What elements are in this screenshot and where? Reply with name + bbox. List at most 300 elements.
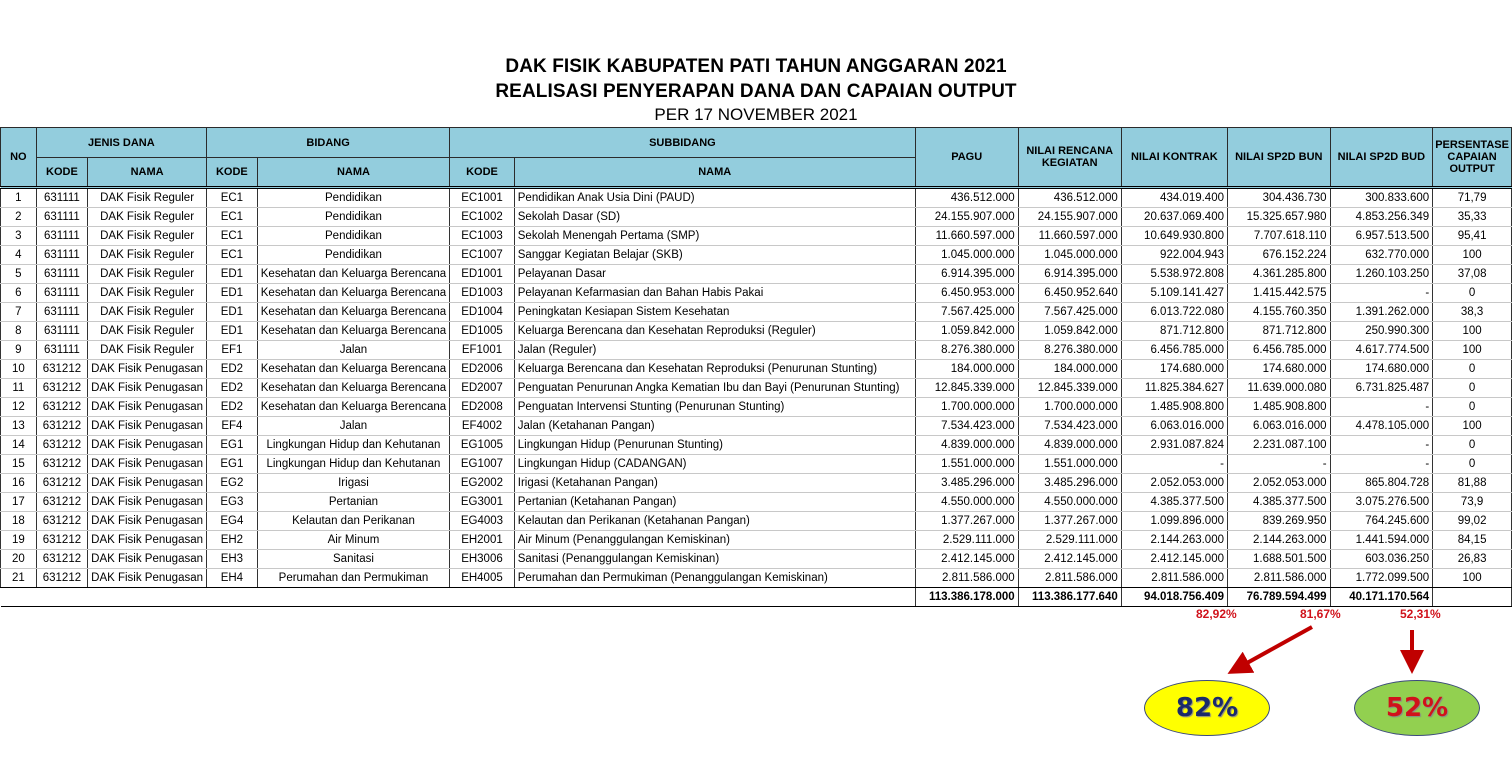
nilai-kontrak-cell: - (1121, 455, 1227, 474)
nilai-rencana-cell: 1.551.000.000 (1018, 455, 1121, 474)
nilai-sp2d-bun-cell: 2.052.053.000 (1228, 474, 1331, 493)
jenis-dana-kode-cell: 631212 (36, 474, 87, 493)
nilai-kontrak-cell: 5.538.972.808 (1121, 265, 1227, 284)
bidang-kode-cell: ED2 (207, 379, 258, 398)
nilai-sp2d-bud-cell: 3.075.276.500 (1330, 493, 1433, 512)
nilai-sp2d-bun-cell: 6.456.785.000 (1228, 341, 1331, 360)
jenis-dana-kode-cell: 631212 (36, 531, 87, 550)
nilai-rencana-cell: 184.000.000 (1018, 360, 1121, 379)
jenis-dana-kode-cell: 631212 (36, 569, 87, 588)
row-no-cell: 18 (1, 512, 37, 531)
bidang-kode-cell: ED1 (207, 265, 258, 284)
nilai-sp2d-bun-cell: 676.152.224 (1228, 246, 1331, 265)
persentase-cell: 0 (1433, 398, 1512, 417)
nilai-sp2d-bud-cell: - (1330, 398, 1433, 417)
report-subtitle: REALISASI PENYERAPAN DANA DAN CAPAIAN OUTPUT (495, 81, 1017, 102)
jenis-dana-kode-cell: 631111 (36, 227, 87, 246)
bidang-kode-cell: EC1 (207, 227, 258, 246)
persentase-cell: 95,41 (1433, 227, 1512, 246)
header-bidang-kode: KODE (207, 158, 258, 188)
nilai-sp2d-bun-cell: 2.231.087.100 (1228, 436, 1331, 455)
subbidang-nama-cell: Kelautan dan Perikanan (Ketahanan Pangan) (514, 512, 915, 531)
pagu-cell: 1.059.842.000 (915, 322, 1018, 341)
persentase-cell: 100 (1433, 569, 1512, 588)
bidang-nama-cell: Pendidikan (257, 208, 449, 227)
nilai-sp2d-bud-cell: - (1330, 284, 1433, 303)
pagu-cell: 4.839.000.000 (915, 436, 1018, 455)
bidang-kode-cell: EF1 (207, 341, 258, 360)
subbidang-kode-cell: EG1005 (450, 436, 515, 455)
jenis-dana-kode-cell: 631111 (36, 341, 87, 360)
pagu-cell: 1.045.000.000 (915, 246, 1018, 265)
jenis-dana-nama-cell: DAK Fisik Penugasan (88, 569, 207, 588)
total-rencana: 113.386.177.640 (1018, 588, 1121, 607)
nilai-sp2d-bun-cell: 304.436.730 (1228, 188, 1331, 208)
row-no-cell: 4 (1, 246, 37, 265)
pagu-cell: 3.485.296.000 (915, 474, 1018, 493)
subbidang-nama-cell: Lingkungan Hidup (CADANGAN) (514, 455, 915, 474)
jenis-dana-nama-cell: DAK Fisik Reguler (88, 227, 207, 246)
nilai-kontrak-cell: 6.456.785.000 (1121, 341, 1227, 360)
subbidang-nama-cell: Pendidikan Anak Usia Dini (PAUD) (514, 188, 915, 208)
subbidang-kode-cell: EG2002 (450, 474, 515, 493)
jenis-dana-kode-cell: 631111 (36, 188, 87, 208)
pagu-cell: 11.660.597.000 (915, 227, 1018, 246)
sp2d-bun-percentage-badge: 82% (1144, 680, 1270, 736)
jenis-dana-nama-cell: DAK Fisik Penugasan (88, 474, 207, 493)
nilai-kontrak-cell: 10.649.930.800 (1121, 227, 1227, 246)
nilai-sp2d-bun-cell: 4.361.285.800 (1228, 265, 1331, 284)
nilai-sp2d-bud-cell: 1.260.103.250 (1330, 265, 1433, 284)
persentase-cell: 37,08 (1433, 265, 1512, 284)
nilai-sp2d-bud-cell: 603.036.250 (1330, 550, 1433, 569)
header-pagu: PAGU (915, 128, 1018, 188)
subbidang-kode-cell: EG1007 (450, 455, 515, 474)
subbidang-nama-cell: Pelayanan Dasar (514, 265, 915, 284)
row-no-cell: 15 (1, 455, 37, 474)
nilai-sp2d-bud-cell: 1.441.594.000 (1330, 531, 1433, 550)
subbidang-kode-cell: EC1007 (450, 246, 515, 265)
nilai-rencana-cell: 11.660.597.000 (1018, 227, 1121, 246)
jenis-dana-nama-cell: DAK Fisik Penugasan (88, 512, 207, 531)
row-no-cell: 2 (1, 208, 37, 227)
bidang-nama-cell: Kesehatan dan Keluarga Berencana (257, 360, 449, 379)
nilai-sp2d-bud-cell: 865.804.728 (1330, 474, 1433, 493)
bidang-nama-cell: Lingkungan Hidup dan Kehutanan (257, 455, 449, 474)
header-persentase: PERSENTASE CAPAIAN OUTPUT (1433, 128, 1512, 188)
nilai-kontrak-cell: 2.052.053.000 (1121, 474, 1227, 493)
subbidang-nama-cell: Keluarga Berencana dan Kesehatan Reproduksi (Penurunan Stunting) (514, 360, 915, 379)
header-subbidang-nama: NAMA (514, 158, 915, 188)
subbidang-nama-cell: Peningkatan Kesiapan Sistem Kesehatan (514, 303, 915, 322)
nilai-sp2d-bun-cell: 1.485.908.800 (1228, 398, 1331, 417)
nilai-sp2d-bun-cell: - (1228, 455, 1331, 474)
nilai-rencana-cell: 1.700.000.000 (1018, 398, 1121, 417)
pagu-cell: 8.276.380.000 (915, 341, 1018, 360)
header-jenis-dana-kode: KODE (36, 158, 87, 188)
nilai-kontrak-cell: 1.099.896.000 (1121, 512, 1227, 531)
subbidang-nama-cell: Keluarga Berencana dan Kesehatan Reproduksi (Reguler) (514, 322, 915, 341)
bidang-kode-cell: EG1 (207, 436, 258, 455)
jenis-dana-nama-cell: DAK Fisik Reguler (88, 284, 207, 303)
nilai-sp2d-bud-cell: 6.731.825.487 (1330, 379, 1433, 398)
subbidang-kode-cell: ED1003 (450, 284, 515, 303)
nilai-rencana-cell: 2.529.111.000 (1018, 531, 1121, 550)
row-no-cell: 16 (1, 474, 37, 493)
subbidang-nama-cell: Penguatan Intervensi Stunting (Penurunan Stunting) (514, 398, 915, 417)
nilai-sp2d-bud-cell: 4.478.105.000 (1330, 417, 1433, 436)
bidang-kode-cell: EH3 (207, 550, 258, 569)
pagu-cell: 1.377.267.000 (915, 512, 1018, 531)
persentase-cell: 73,9 (1433, 493, 1512, 512)
bidang-kode-cell: EG1 (207, 455, 258, 474)
nilai-sp2d-bun-cell: 1.688.501.500 (1228, 550, 1331, 569)
pagu-cell: 2.412.145.000 (915, 550, 1018, 569)
persentase-cell: 100 (1433, 246, 1512, 265)
pagu-cell: 2.529.111.000 (915, 531, 1018, 550)
jenis-dana-kode-cell: 631212 (36, 512, 87, 531)
row-no-cell: 5 (1, 265, 37, 284)
nilai-rencana-cell: 2.811.586.000 (1018, 569, 1121, 588)
nilai-sp2d-bud-cell: 6.957.513.500 (1330, 227, 1433, 246)
bidang-nama-cell: Kesehatan dan Keluarga Berencana (257, 284, 449, 303)
bidang-kode-cell: EC1 (207, 188, 258, 208)
nilai-sp2d-bud-cell: 1.772.099.500 (1330, 569, 1433, 588)
jenis-dana-nama-cell: DAK Fisik Reguler (88, 188, 207, 208)
pagu-cell: 12.845.339.000 (915, 379, 1018, 398)
bidang-nama-cell: Pertanian (257, 493, 449, 512)
jenis-dana-nama-cell: DAK Fisik Penugasan (88, 360, 207, 379)
subbidang-kode-cell: ED2007 (450, 379, 515, 398)
persentase-cell: 100 (1433, 341, 1512, 360)
jenis-dana-nama-cell: DAK Fisik Penugasan (88, 531, 207, 550)
header-jenis-dana: JENIS DANA (36, 128, 206, 158)
jenis-dana-kode-cell: 631212 (36, 493, 87, 512)
row-no-cell: 21 (1, 569, 37, 588)
jenis-dana-nama-cell: DAK Fisik Penugasan (88, 436, 207, 455)
jenis-dana-kode-cell: 631111 (36, 303, 87, 322)
nilai-rencana-cell: 1.045.000.000 (1018, 246, 1121, 265)
nilai-rencana-cell: 24.155.907.000 (1018, 208, 1121, 227)
row-no-cell: 17 (1, 493, 37, 512)
nilai-rencana-cell: 3.485.296.000 (1018, 474, 1121, 493)
nilai-rencana-cell: 4.839.000.000 (1018, 436, 1121, 455)
bidang-nama-cell: Kesehatan dan Keluarga Berencana (257, 303, 449, 322)
jenis-dana-kode-cell: 631111 (36, 246, 87, 265)
subbidang-kode-cell: ED2006 (450, 360, 515, 379)
nilai-sp2d-bud-cell: 1.391.262.000 (1330, 303, 1433, 322)
bidang-kode-cell: EH2 (207, 531, 258, 550)
total-kontrak: 94.018.756.409 (1121, 588, 1227, 607)
nilai-sp2d-bud-cell: 632.770.000 (1330, 246, 1433, 265)
row-no-cell: 20 (1, 550, 37, 569)
header-bidang-nama: NAMA (257, 158, 449, 188)
pagu-cell: 184.000.000 (915, 360, 1018, 379)
nilai-kontrak-cell: 1.485.908.800 (1121, 398, 1227, 417)
nilai-sp2d-bud-cell: 4.617.774.500 (1330, 341, 1433, 360)
bidang-kode-cell: EH4 (207, 569, 258, 588)
nilai-sp2d-bun-cell: 2.144.263.000 (1228, 531, 1331, 550)
nilai-sp2d-bud-cell: 250.990.300 (1330, 322, 1433, 341)
nilai-sp2d-bud-cell: - (1330, 436, 1433, 455)
row-no-cell: 14 (1, 436, 37, 455)
row-no-cell: 6 (1, 284, 37, 303)
bidang-kode-cell: EF4 (207, 417, 258, 436)
jenis-dana-nama-cell: DAK Fisik Reguler (88, 341, 207, 360)
jenis-dana-nama-cell: DAK Fisik Reguler (88, 322, 207, 341)
bidang-nama-cell: Lingkungan Hidup dan Kehutanan (257, 436, 449, 455)
nilai-rencana-cell: 7.567.425.000 (1018, 303, 1121, 322)
ratio-sp2d-bun: 81,67% (1300, 607, 1341, 621)
subbidang-kode-cell: ED1005 (450, 322, 515, 341)
persentase-cell: 81,88 (1433, 474, 1512, 493)
nilai-rencana-cell: 2.412.145.000 (1018, 550, 1121, 569)
row-no-cell: 19 (1, 531, 37, 550)
nilai-sp2d-bud-cell: 764.245.600 (1330, 512, 1433, 531)
bidang-nama-cell: Kesehatan dan Keluarga Berencana (257, 398, 449, 417)
pagu-cell: 436.512.000 (915, 188, 1018, 208)
subbidang-nama-cell: Sanitasi (Penanggulangan Kemiskinan) (514, 550, 915, 569)
row-no-cell: 13 (1, 417, 37, 436)
nilai-kontrak-cell: 5.109.141.427 (1121, 284, 1227, 303)
nilai-rencana-cell: 6.914.395.000 (1018, 265, 1121, 284)
bidang-nama-cell: Kesehatan dan Keluarga Berencana (257, 379, 449, 398)
header-nilai-sp2d-bud: NILAI SP2D BUD (1330, 128, 1433, 188)
row-no-cell: 7 (1, 303, 37, 322)
jenis-dana-nama-cell: DAK Fisik Reguler (88, 303, 207, 322)
persentase-cell: 0 (1433, 455, 1512, 474)
jenis-dana-kode-cell: 631111 (36, 322, 87, 341)
jenis-dana-kode-cell: 631212 (36, 379, 87, 398)
row-no-cell: 9 (1, 341, 37, 360)
persentase-cell: 26,83 (1433, 550, 1512, 569)
nilai-rencana-cell: 4.550.000.000 (1018, 493, 1121, 512)
subbidang-kode-cell: ED1001 (450, 265, 515, 284)
nilai-kontrak-cell: 2.931.087.824 (1121, 436, 1227, 455)
jenis-dana-nama-cell: DAK Fisik Reguler (88, 246, 207, 265)
subbidang-kode-cell: ED2008 (450, 398, 515, 417)
bidang-kode-cell: ED2 (207, 360, 258, 379)
nilai-kontrak-cell: 6.063.016.000 (1121, 417, 1227, 436)
persentase-cell: 38,3 (1433, 303, 1512, 322)
nilai-kontrak-cell: 434.019.400 (1121, 188, 1227, 208)
jenis-dana-nama-cell: DAK Fisik Penugasan (88, 455, 207, 474)
nilai-kontrak-cell: 20.637.069.400 (1121, 208, 1227, 227)
pagu-cell: 7.534.423.000 (915, 417, 1018, 436)
bidang-kode-cell: ED2 (207, 398, 258, 417)
subbidang-nama-cell: Sekolah Menengah Pertama (SMP) (514, 227, 915, 246)
bidang-kode-cell: EG2 (207, 474, 258, 493)
nilai-kontrak-cell: 2.144.263.000 (1121, 531, 1227, 550)
nilai-kontrak-cell: 174.680.000 (1121, 360, 1227, 379)
nilai-sp2d-bun-cell: 1.415.442.575 (1228, 284, 1331, 303)
ratio-sp2d-bud: 52,31% (1400, 607, 1441, 621)
subbidang-nama-cell: Penguatan Penurunan Angka Kematian Ibu dan Bayi (Penurunan Stunting) (514, 379, 915, 398)
bidang-nama-cell: Kesehatan dan Keluarga Berencana (257, 265, 449, 284)
nilai-sp2d-bud-cell: 4.853.256.349 (1330, 208, 1433, 227)
nilai-sp2d-bun-cell: 4.155.760.350 (1228, 303, 1331, 322)
header-jenis-dana-nama: NAMA (88, 158, 207, 188)
persentase-cell: 0 (1433, 360, 1512, 379)
nilai-rencana-cell: 1.377.267.000 (1018, 512, 1121, 531)
row-no-cell: 11 (1, 379, 37, 398)
ratio-kontrak: 82,92% (1196, 607, 1237, 621)
bidang-kode-cell: EC1 (207, 246, 258, 265)
persentase-cell: 0 (1433, 436, 1512, 455)
nilai-kontrak-cell: 871.712.800 (1121, 322, 1227, 341)
subbidang-kode-cell: EH4005 (450, 569, 515, 588)
report-title: DAK FISIK KABUPATEN PATI TAHUN ANGGARAN 2021 (505, 56, 1007, 77)
nilai-rencana-cell: 7.534.423.000 (1018, 417, 1121, 436)
row-no-cell: 10 (1, 360, 37, 379)
jenis-dana-nama-cell: DAK Fisik Penugasan (88, 379, 207, 398)
bidang-kode-cell: ED1 (207, 284, 258, 303)
nilai-kontrak-cell: 2.412.145.000 (1121, 550, 1227, 569)
report-date: PER 17 NOVEMBER 2021 (654, 105, 858, 124)
subbidang-nama-cell: Air Minum (Penanggulangan Kemiskinan) (514, 531, 915, 550)
pagu-cell: 1.700.000.000 (915, 398, 1018, 417)
arrow-to-bun-oval (1238, 627, 1312, 668)
bidang-nama-cell: Pendidikan (257, 188, 449, 208)
nilai-sp2d-bun-cell: 11.639.000.080 (1228, 379, 1331, 398)
persentase-cell: 0 (1433, 379, 1512, 398)
pagu-cell: 6.914.395.000 (915, 265, 1018, 284)
bidang-kode-cell: EG3 (207, 493, 258, 512)
bidang-kode-cell: EG4 (207, 512, 258, 531)
subbidang-kode-cell: EH3006 (450, 550, 515, 569)
nilai-kontrak-cell: 11.825.384.627 (1121, 379, 1227, 398)
bidang-nama-cell: Jalan (257, 417, 449, 436)
pagu-cell: 6.450.953.000 (915, 284, 1018, 303)
nilai-rencana-cell: 8.276.380.000 (1018, 341, 1121, 360)
subbidang-kode-cell: EC1003 (450, 227, 515, 246)
nilai-rencana-cell: 436.512.000 (1018, 188, 1121, 208)
subbidang-kode-cell: EF4002 (450, 417, 515, 436)
bidang-kode-cell: EC1 (207, 208, 258, 227)
pagu-cell: 7.567.425.000 (915, 303, 1018, 322)
pagu-cell: 24.155.907.000 (915, 208, 1018, 227)
jenis-dana-nama-cell: DAK Fisik Reguler (88, 208, 207, 227)
nilai-kontrak-cell: 4.385.377.500 (1121, 493, 1227, 512)
jenis-dana-nama-cell: DAK Fisik Penugasan (88, 550, 207, 569)
nilai-kontrak-cell: 6.013.722.080 (1121, 303, 1227, 322)
jenis-dana-kode-cell: 631212 (36, 360, 87, 379)
nilai-sp2d-bun-cell: 4.385.377.500 (1228, 493, 1331, 512)
jenis-dana-nama-cell: DAK Fisik Penugasan (88, 417, 207, 436)
jenis-dana-nama-cell: DAK Fisik Penugasan (88, 493, 207, 512)
pagu-cell: 4.550.000.000 (915, 493, 1018, 512)
jenis-dana-kode-cell: 631212 (36, 550, 87, 569)
nilai-sp2d-bun-cell: 174.680.000 (1228, 360, 1331, 379)
bidang-kode-cell: ED1 (207, 322, 258, 341)
subbidang-nama-cell: Pelayanan Kefarmasian dan Bahan Habis Pakai (514, 284, 915, 303)
bidang-nama-cell: Kelautan dan Perikanan (257, 512, 449, 531)
subbidang-nama-cell: Perumahan dan Permukiman (Penanggulangan Kemiskinan) (514, 569, 915, 588)
pagu-cell: 2.811.586.000 (915, 569, 1018, 588)
subbidang-kode-cell: EG3001 (450, 493, 515, 512)
total-sp2d-bud: 40.171.170.564 (1330, 588, 1433, 607)
nilai-sp2d-bun-cell: 15.325.657.980 (1228, 208, 1331, 227)
total-pagu: 113.386.178.000 (915, 588, 1018, 607)
pagu-cell: 1.551.000.000 (915, 455, 1018, 474)
persentase-cell: 35,33 (1433, 208, 1512, 227)
jenis-dana-nama-cell: DAK Fisik Reguler (88, 265, 207, 284)
nilai-sp2d-bud-cell: - (1330, 455, 1433, 474)
jenis-dana-kode-cell: 631111 (36, 284, 87, 303)
sp2d-bud-percentage-badge: 52% (1354, 680, 1480, 736)
persentase-cell: 71,79 (1433, 188, 1512, 208)
header-subbidang: SUBBIDANG (450, 128, 915, 158)
subbidang-nama-cell: Jalan (Ketahanan Pangan) (514, 417, 915, 436)
jenis-dana-kode-cell: 631212 (36, 417, 87, 436)
subbidang-nama-cell: Lingkungan Hidup (Penurunan Stunting) (514, 436, 915, 455)
nilai-sp2d-bun-cell: 2.811.586.000 (1228, 569, 1331, 588)
subbidang-nama-cell: Sanggar Kegiatan Belajar (SKB) (514, 246, 915, 265)
header-nilai-sp2d-bun: NILAI SP2D BUN (1228, 128, 1331, 188)
header-nilai-kontrak: NILAI KONTRAK (1121, 128, 1227, 188)
persentase-cell: 100 (1433, 322, 1512, 341)
jenis-dana-kode-cell: 631111 (36, 265, 87, 284)
subbidang-nama-cell: Jalan (Reguler) (514, 341, 915, 360)
persentase-cell: 99,02 (1433, 512, 1512, 531)
jenis-dana-nama-cell: DAK Fisik Penugasan (88, 398, 207, 417)
nilai-kontrak-cell: 922.004.943 (1121, 246, 1227, 265)
nilai-sp2d-bud-cell: 174.680.000 (1330, 360, 1433, 379)
subbidang-kode-cell: EF1001 (450, 341, 515, 360)
nilai-sp2d-bun-cell: 839.269.950 (1228, 512, 1331, 531)
nilai-rencana-cell: 12.845.339.000 (1018, 379, 1121, 398)
bidang-nama-cell: Pendidikan (257, 227, 449, 246)
subbidang-kode-cell: EC1002 (450, 208, 515, 227)
subbidang-kode-cell: EG4003 (450, 512, 515, 531)
row-no-cell: 12 (1, 398, 37, 417)
subbidang-kode-cell: EC1001 (450, 188, 515, 208)
nilai-sp2d-bun-cell: 6.063.016.000 (1228, 417, 1331, 436)
jenis-dana-kode-cell: 631111 (36, 208, 87, 227)
nilai-rencana-cell: 6.450.952.640 (1018, 284, 1121, 303)
bidang-nama-cell: Jalan (257, 341, 449, 360)
nilai-sp2d-bun-cell: 871.712.800 (1228, 322, 1331, 341)
header-bidang: BIDANG (207, 128, 450, 158)
subbidang-kode-cell: EH2001 (450, 531, 515, 550)
nilai-sp2d-bud-cell: 300.833.600 (1330, 188, 1433, 208)
nilai-kontrak-cell: 2.811.586.000 (1121, 569, 1227, 588)
bidang-nama-cell: Perumahan dan Permukiman (257, 569, 449, 588)
nilai-rencana-cell: 1.059.842.000 (1018, 322, 1121, 341)
jenis-dana-kode-cell: 631212 (36, 398, 87, 417)
bidang-nama-cell: Pendidikan (257, 246, 449, 265)
subbidang-nama-cell: Pertanian (Ketahanan Pangan) (514, 493, 915, 512)
subbidang-nama-cell: Irigasi (Ketahanan Pangan) (514, 474, 915, 493)
total-sp2d-bun: 76.789.594.499 (1228, 588, 1331, 607)
nilai-sp2d-bun-cell: 7.707.618.110 (1228, 227, 1331, 246)
bidang-nama-cell: Air Minum (257, 531, 449, 550)
subbidang-nama-cell: Sekolah Dasar (SD) (514, 208, 915, 227)
persentase-cell: 0 (1433, 284, 1512, 303)
persentase-cell: 100 (1433, 417, 1512, 436)
row-no-cell: 3 (1, 227, 37, 246)
header-subbidang-kode: KODE (450, 158, 515, 188)
jenis-dana-kode-cell: 631212 (36, 455, 87, 474)
persentase-cell: 84,15 (1433, 531, 1512, 550)
bidang-nama-cell: Kesehatan dan Keluarga Berencana (257, 322, 449, 341)
jenis-dana-kode-cell: 631212 (36, 436, 87, 455)
row-no-cell: 8 (1, 322, 37, 341)
bidang-nama-cell: Sanitasi (257, 550, 449, 569)
row-no-cell: 1 (1, 188, 37, 208)
subbidang-kode-cell: ED1004 (450, 303, 515, 322)
header-no: NO (1, 128, 37, 188)
